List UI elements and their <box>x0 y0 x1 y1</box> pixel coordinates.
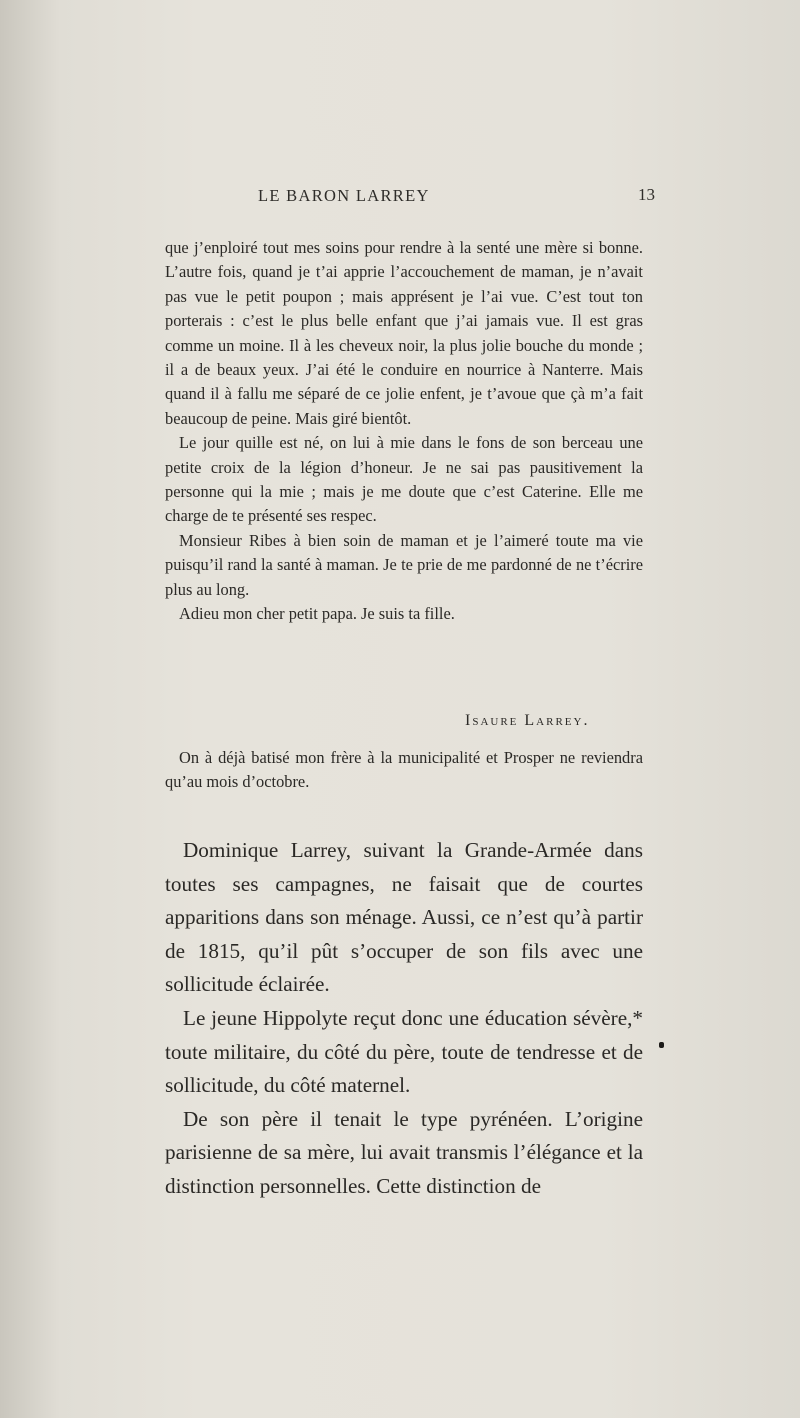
running-head <box>0 186 800 216</box>
letter-text <box>165 236 643 627</box>
narrative-paragraph: Dominique Larrey, suivant la Grande-Armée dans toutes ses campagnes, ne faisait que de courtes apparitions dans son ménage. Aussi, ce n’est qu’à partir de 1815, qu’il pût s’occuper de son fils avec une sollicitude éclairée. <box>165 838 643 997</box>
letter-paragraph: Le jour quille est né, on lui à mie dans le fons de son berceau une petite croix de la légion d’honeur. Je ne sai pas pausitivement la personne qui la mie ; mais je me doute que c’est Caterine. Elle me charge de te présenté ses respec. <box>165 433 643 526</box>
narrative-text <box>165 834 643 1204</box>
postscript <box>165 746 643 795</box>
letter-signature: Isaure Larrey. <box>465 712 590 729</box>
running-title: LE BARON LARREY <box>258 186 430 205</box>
letter-paragraph: Monsieur Ribes à bien soin de maman et je l’aimeré toute ma vie puisqu’il rand la santé à maman. Je te prie de me pardonné de ne t’écrire plus au long. <box>165 530 643 599</box>
page-number: 13 <box>638 185 655 204</box>
postscript-paragraph: On à déjà batisé mon frère à la municipalité et Prosper ne reviendra qu’au mois d’octobre. <box>165 748 643 792</box>
narrative-paragraph: De son père il tenait le type pyrénéen. L’origine parisienne de sa mère, lui avait transmis l’élégance et la distinction personnelles. Cette distinction de <box>165 1106 643 1198</box>
narrative-paragraph: Le jeune Hippolyte reçut donc une éducation sévère,* toute militaire, du côté du père, toute de tendresse et de sollicitude, du côté maternel. <box>165 1005 643 1098</box>
letter-paragraph: que j’enploiré tout mes soins pour rendre à la senté une mère si bonne. L’autre fois, quand je t’ai apprie l’accouchement de maman, je n’avait pas vue le petit poupon ; mais apprésent je l’ai vue. C’est tout ton porterais : c’est le plus belle enfant que j’ai jamais vue. Il est gras comme un moine. Il à les cheveux noir, la plus jolie bouche du monde ; il a de beaux yeux. J’ai été le conduire en nourrice à Nanterre. Mais quand il à fallu me séparé de ce jolie enfent, je t’avoue que çà m’a fait beaucoup de peine. Mais giré bientôt. <box>165 238 643 428</box>
ink-speck <box>659 1042 664 1048</box>
letter-paragraph: Adieu mon cher petit papa. Je suis ta fille. <box>179 604 455 624</box>
